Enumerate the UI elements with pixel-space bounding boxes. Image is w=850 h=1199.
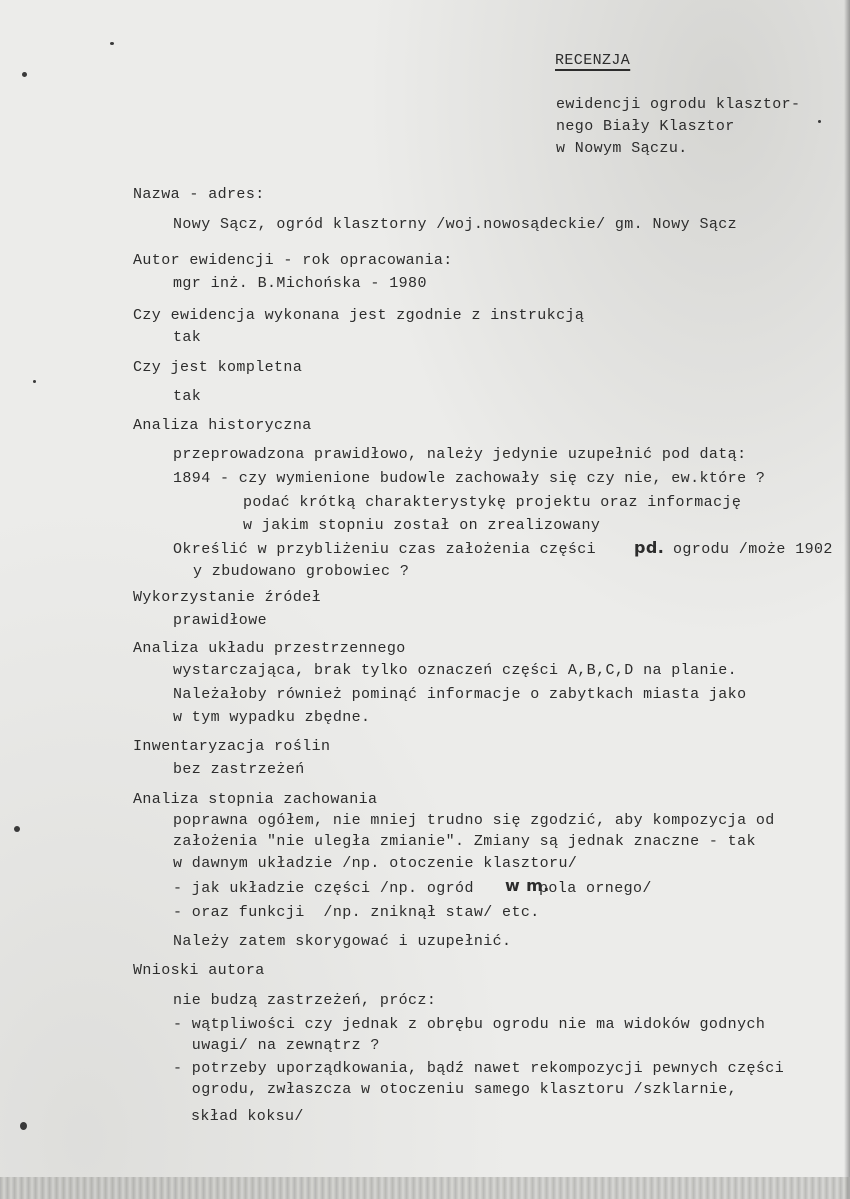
- text-line: w dawnym układzie /np. otoczenie klasztoru/: [173, 855, 578, 872]
- text-line: podać krótką charakterystykę projektu oraz informację: [243, 494, 742, 511]
- heading-preservation-analysis: Analiza stopnia zachowania: [133, 791, 378, 808]
- text-line: - jak układzie części /np. ogród: [173, 880, 474, 897]
- heading-name-address: Nazwa - adres:: [133, 186, 265, 203]
- text-line: uwagi/ na zewnątrz ?: [173, 1037, 380, 1054]
- document-title: RECENZJA: [555, 52, 631, 69]
- heading-spatial-analysis: Analiza układu przestrzennego: [133, 640, 406, 657]
- heading-historical-analysis: Analiza historyczna: [133, 417, 312, 434]
- text-line: prawidłowe: [173, 612, 268, 629]
- subtitle-line-2: nego Biały Klasztor: [556, 118, 735, 135]
- text-line: Określić w przybliżeniu czas założenia części: [173, 541, 597, 558]
- scan-speck: [818, 120, 821, 123]
- heading-author: Autor ewidencji - rok opracowania:: [133, 252, 453, 269]
- heading-complete: Czy jest kompletna: [133, 359, 303, 376]
- text-line: y zbudowano grobowiec ?: [193, 563, 410, 580]
- text-line: w tym wypadku zbędne.: [173, 709, 371, 726]
- text-line: pola ornego/: [539, 880, 652, 897]
- text-line: przeprowadzona prawidłowo, należy jedynie uzupełnić pod datą:: [173, 446, 747, 463]
- scan-edge: [844, 0, 850, 1199]
- text-line: wystarczająca, brak tylko oznaczeń części A,B,C,D na planie.: [173, 662, 738, 679]
- text-line: - potrzeby uporządkowania, bądź nawet rekompozycji pewnych części: [173, 1060, 785, 1077]
- text-line: nie budzą zastrzeżeń, prócz:: [173, 992, 437, 1009]
- text-line: - wątpliwości czy jednak z obrębu ogrodu nie ma widoków godnych: [173, 1016, 766, 1033]
- scan-speck: [22, 72, 27, 77]
- scan-edge: [0, 1177, 850, 1199]
- text-line: ogrodu /może 1902: [673, 541, 833, 558]
- text-line: w jakim stopniu został on zrealizowany: [243, 517, 601, 534]
- text-line: bez zastrzeżeń: [173, 761, 305, 778]
- text-line: tak: [173, 388, 202, 405]
- text-line: ogrodu, zwłaszcza w otoczeniu samego klasztoru /szklarnie,: [173, 1081, 738, 1098]
- text-line: Należy zatem skorygować i uzupełnić.: [173, 933, 512, 950]
- subtitle-line-3: w Nowym Sączu.: [556, 140, 688, 157]
- text-line: tak: [173, 329, 202, 346]
- text-line: Należałoby również pominąć informacje o zabytkach miasta jako: [173, 686, 747, 703]
- text-line: 1894 - czy wymienione budowle zachowały się czy nie, ew.które ?: [173, 470, 766, 487]
- handwritten-annotation: w m.: [505, 876, 550, 895]
- text-line: poprawna ogółem, nie mniej trudno się zgodzić, aby kompozycja od: [173, 812, 775, 829]
- text-line: skład koksu/: [191, 1108, 304, 1125]
- subtitle-line-1: ewidencji ogrodu klasztor-: [556, 96, 801, 113]
- text-line: mgr inż. B.Michońska - 1980: [173, 275, 427, 292]
- scan-speck: [33, 380, 36, 383]
- heading-instruction: Czy ewidencja wykonana jest zgodnie z instrukcją: [133, 307, 585, 324]
- heading-plant-inventory: Inwentaryzacja roślin: [133, 738, 331, 755]
- handwritten-annotation: pd.: [634, 538, 665, 557]
- scan-speck: [20, 1122, 27, 1130]
- text-line: Nowy Sącz, ogród klasztorny /woj.nowosądeckie/ gm. Nowy Sącz: [173, 216, 738, 233]
- heading-author-conclusions: Wnioski autora: [133, 962, 265, 979]
- scan-speck: [110, 42, 114, 45]
- text-line: - oraz funkcji /np. zniknął staw/ etc.: [173, 904, 540, 921]
- heading-sources: Wykorzystanie źródeł: [133, 589, 322, 606]
- text-line: założenia "nie uległa zmianie". Zmiany są jednak znaczne - tak: [173, 833, 756, 850]
- scan-speck: [14, 826, 20, 832]
